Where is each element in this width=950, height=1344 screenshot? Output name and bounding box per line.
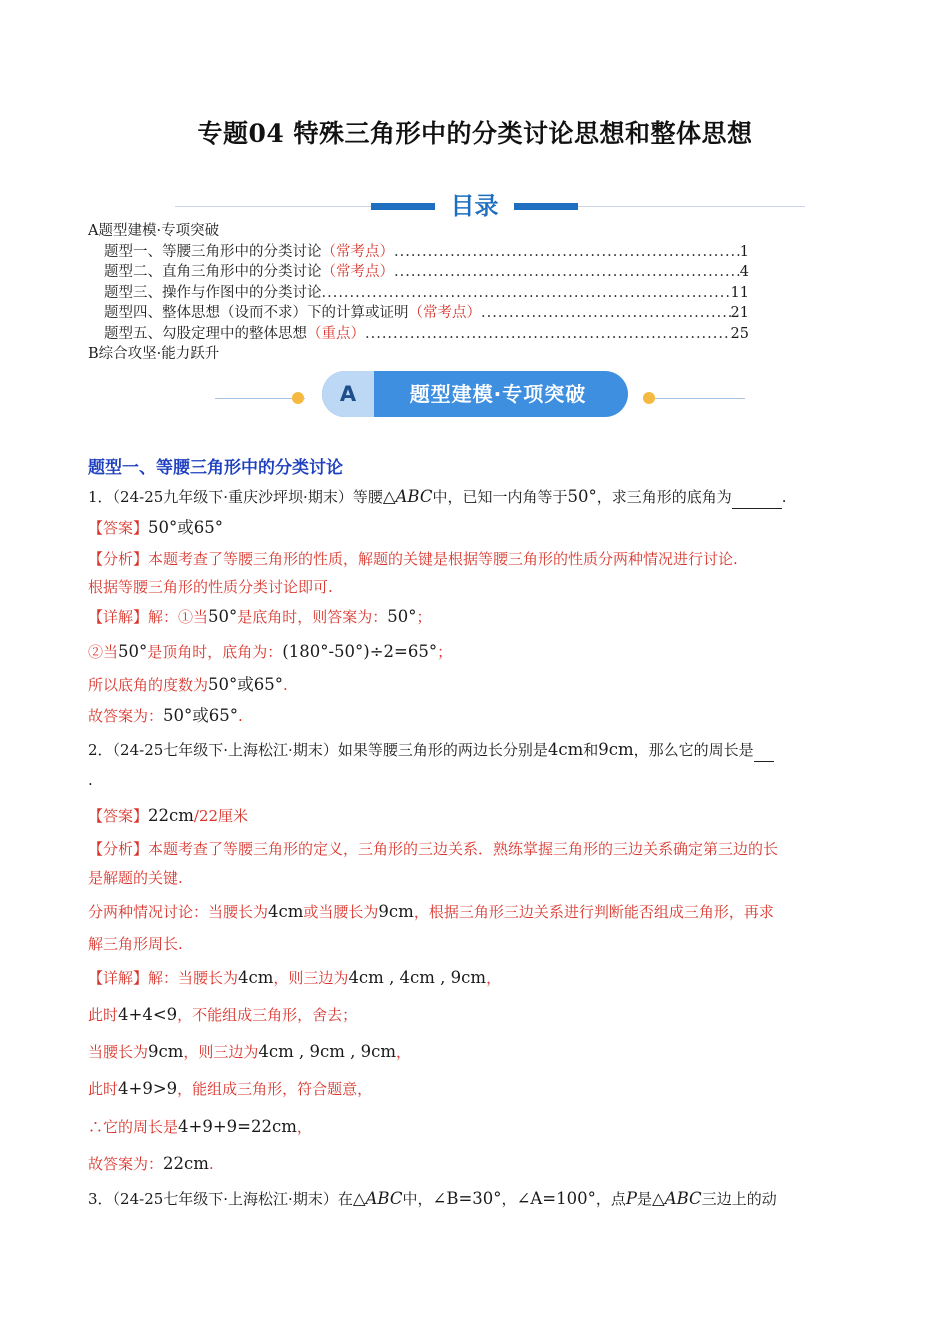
toc-accent-bar-left (371, 203, 435, 210)
toc-leader-dots (481, 303, 731, 323)
q2-analysis-line-4: 解三角形周长. (88, 935, 183, 953)
toc-entry-page: 21 (730, 305, 749, 321)
q1-final-answer: 故答案为：50°或65°. (88, 706, 243, 725)
toc-entry-page: 11 (730, 285, 749, 301)
q2-stem-end: . (88, 771, 93, 789)
q1-detail-line-3: 所以底角的度数为50°或65°. (88, 675, 288, 694)
toc-entry-title: 题型一、等腰三角形中的分类讨论 (104, 244, 322, 260)
toc-entry-5[interactable] (104, 324, 749, 344)
banner-letter: A (339, 382, 357, 406)
toc-entry-1[interactable] (104, 242, 749, 262)
banner-dot-right (643, 392, 655, 404)
q2-detail-line-2: 此时4+4<9，不能组成三角形，舍去； (88, 1005, 358, 1024)
document-title: 专题04 特殊三角形中的分类讨论思想和整体思想 (197, 119, 753, 148)
toc-entry-title: 题型三、操作与作图中的分类讨论 (104, 285, 322, 301)
q2-detail-line-3: 当腰长为9cm，则三边为4cm , 9cm , 9cm， (88, 1042, 412, 1061)
q1-answer: 【答案】50°或65° (88, 518, 224, 537)
banner-text: 题型建模·专项突破 (409, 382, 587, 406)
toc-leader-dots (365, 324, 731, 344)
toc-entry-page: 1 (739, 244, 749, 260)
q2-final-answer: 故答案为：22cm. (88, 1154, 214, 1173)
banner-line-right (655, 398, 745, 399)
q2-analysis-line-1: 【分析】本题考查了等腰三角形的定义，三角形的三边关系．熟练掌握三角形的三边关系确定第三边的长 (88, 840, 779, 858)
q2-stem: 2．（24-25七年级下·上海松江·期末）如果等腰三角形的两边长分别是4cm和9cm，那么它的周长是 (88, 739, 774, 762)
toc-entry-tag: （常考点） (321, 264, 394, 280)
toc-accent-bar-right (514, 203, 578, 210)
banner-dot-left (292, 392, 304, 404)
q1-detail-line-1: 【详解】解：①当50°是底角时，则答案为：50°； (88, 607, 432, 626)
toc-part-b[interactable]: B综合攻坚·能力跃升 (88, 346, 220, 362)
q2-answer: 【答案】22cm/22厘米 (88, 806, 249, 825)
toc-entry-tag: （重点） (307, 326, 365, 342)
toc-entry-page: 25 (730, 326, 749, 342)
q1-analysis-line-2: 根据等腰三角形的性质分类讨论即可. (88, 578, 333, 596)
toc-heading: 目录 (435, 186, 514, 221)
q2-detail-line-5: ∴它的周长是4+9+9=22cm， (88, 1117, 312, 1136)
toc-entry-title: 题型四、整体思想（设而不求）下的计算或证明 (104, 305, 409, 321)
toc-entry-2[interactable] (104, 262, 749, 282)
q2-analysis-line-2: 是解题的关键. (88, 869, 183, 887)
toc-entry-tag: （常考点） (408, 305, 481, 321)
toc-entry-3[interactable] (104, 283, 749, 303)
toc-leader-dots (394, 242, 740, 262)
q2-detail-line-4: 此时4+9>9，能组成三角形，符合题意， (88, 1079, 373, 1098)
q1-stem: 1．（24-25九年级下·重庆沙坪坝·期末）等腰△ABC中，已知一内角等于50°，求三角形的底角为 . (88, 486, 787, 509)
toc-leader-dots (394, 262, 740, 282)
toc-entry-title: 题型五、勾股定理中的整体思想 (104, 326, 307, 342)
q2-analysis-line-3: 分两种情况讨论：当腰长为4cm或当腰长为9cm，根据三角形三边关系进行判断能否组成三角形，再求 (88, 902, 774, 921)
toc-part-a[interactable]: A题型建模·专项突破 (88, 223, 220, 239)
toc-entry-4[interactable] (104, 303, 749, 323)
q1-analysis-line-1: 【分析】本题考查了等腰三角形的性质，解题的关键是根据等腰三角形的性质分两种情况进行讨论. (88, 550, 738, 568)
answer-blank[interactable] (754, 739, 774, 762)
toc-entry-title: 题型二、直角三角形中的分类讨论 (104, 264, 322, 280)
q1-detail-line-2: ②当50°是顶角时，底角为：(180°-50°)÷2=65°； (88, 642, 453, 661)
section-heading: 题型一、等腰三角形中的分类讨论 (88, 458, 343, 478)
toc-entry-tag: （常考点） (321, 244, 394, 260)
toc-leader-dots (322, 283, 731, 303)
answer-blank[interactable] (732, 486, 782, 509)
q2-detail-line-1: 【详解】解：当腰长为4cm，则三边为4cm , 4cm , 9cm， (88, 968, 502, 987)
toc-entry-page: 4 (739, 264, 749, 280)
q3-stem: 3．（24-25七年级下·上海松江·期末）在△ABC中，∠B=30°，∠A=100°，点P是△ABC三边上的动 (88, 1189, 777, 1208)
